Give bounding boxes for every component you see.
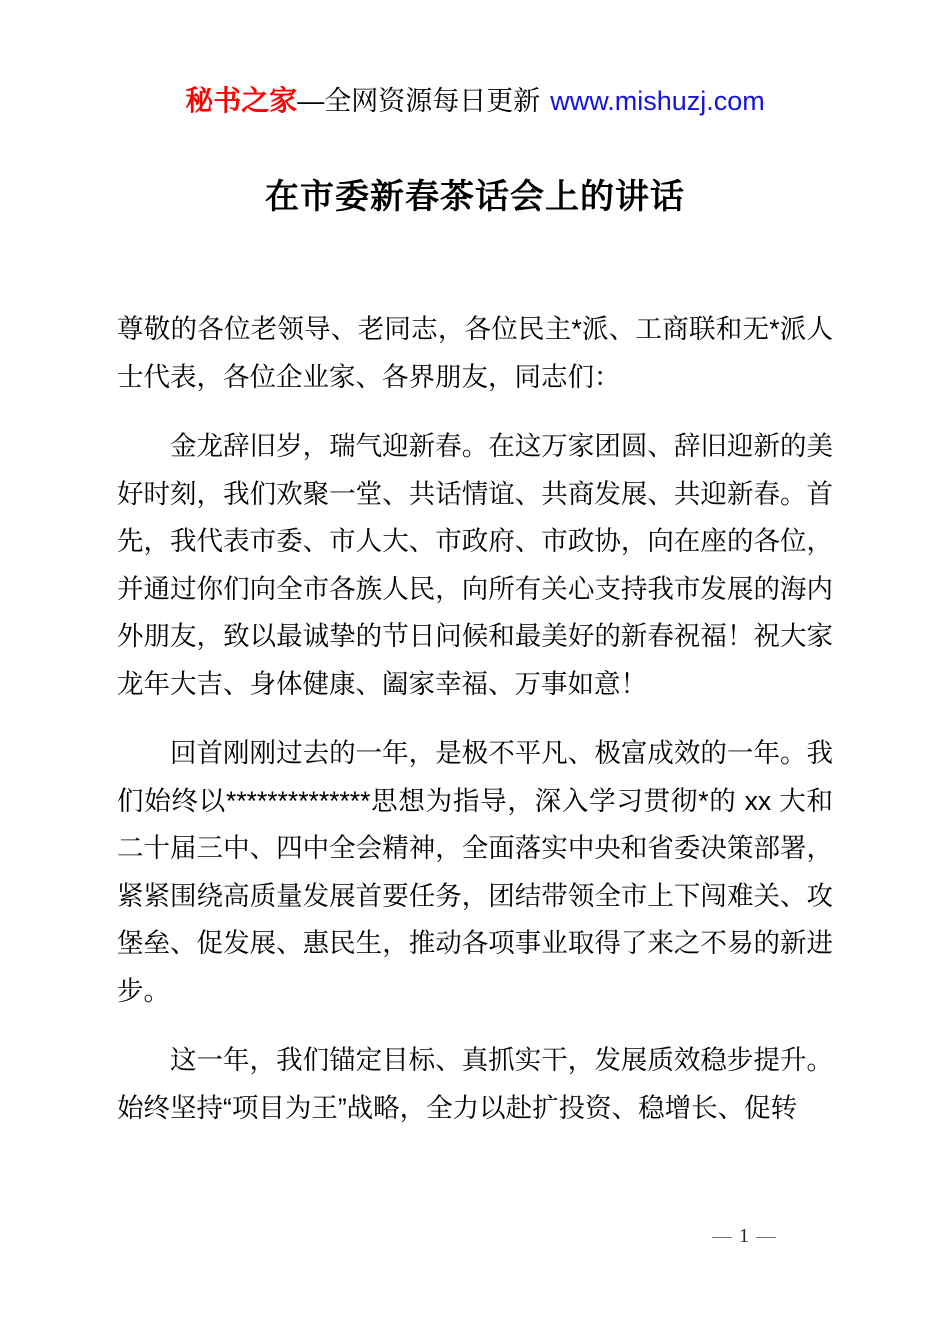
site-url-link[interactable]: www.mishuzj.com xyxy=(550,86,765,116)
page-number-dash-right: — xyxy=(756,1225,776,1247)
document-body xyxy=(117,306,833,1154)
paragraph-review: 回首刚刚过去的一年，是极不平凡、极富成效的一年。我们始终以**************思想为指导，深入学习贯彻*的 xx 大和二十届三中、四中全会精神，全面落实中央和省委决策部署，紧紧围绕高质量发展首要任务，团结带领全市上下闯难关、攻堡垒、促发展、惠民生，推动各项事业取得了来之不易的新进步。 xyxy=(117,738,833,1006)
site-tagline: —全网资源每日更新 xyxy=(297,86,541,116)
page-number-value: 1 xyxy=(739,1225,749,1247)
page-footer xyxy=(0,1222,950,1262)
document-title: 在市委新春茶话会上的讲话 xyxy=(265,178,685,216)
page-number-dash-left: — xyxy=(712,1225,732,1247)
site-header xyxy=(0,83,950,119)
page-number xyxy=(712,1222,776,1250)
paragraph-achievements: 这一年，我们锚定目标、真抓实干，发展质效稳步提升。始终坚持“项目为王”战略，全力以赴扩投资、稳增长、促转 xyxy=(117,1045,833,1123)
site-brand: 秘书之家 xyxy=(185,85,298,116)
paragraph-greeting: 金龙辞旧岁，瑞气迎新春。在这万家团圆、辞旧迎新的美好时刻，我们欢聚一堂、共话情谊、共商发展、共迎新春。首先，我代表市委、市人大、市政府、市政协，向在座的各位，并通过你们向全市各族人民，向所有关心支持我市发展的海内外朋友，致以最诚挚的节日问候和最美好的新春祝福！祝大家龙年大吉、身体健康、阖家幸福、万事如意！ xyxy=(117,431,833,699)
paragraph-salutation: 尊敬的各位老领导、老同志，各位民主*派、工商联和无*派人士代表，各位企业家、各界朋友，同志们： xyxy=(117,314,833,392)
